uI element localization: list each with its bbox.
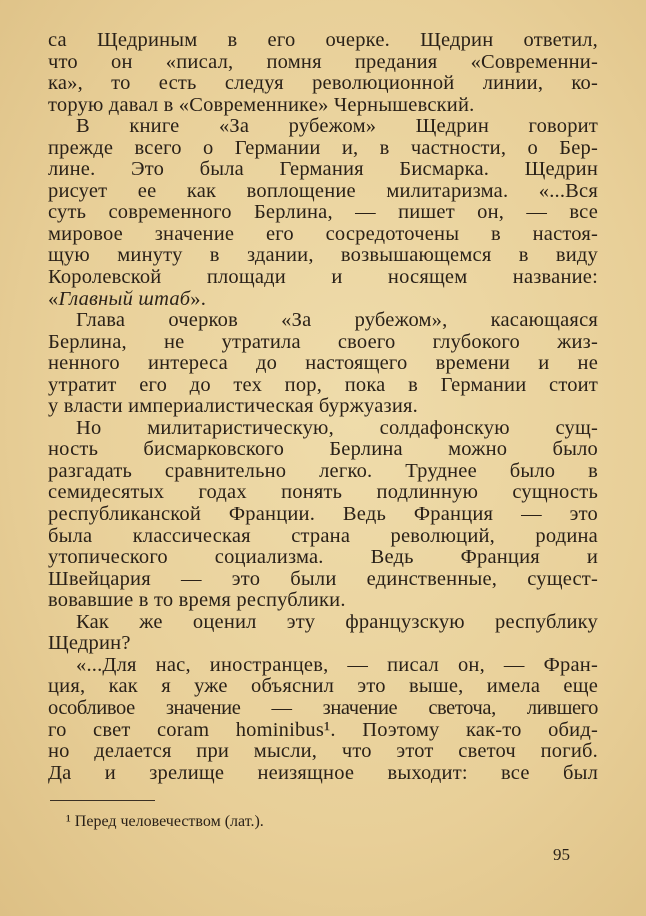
text-line: суть современного Берлина, — пишет он, — все [48,201,598,224]
text-line: Глава очерков «За рубежом», касающаяся [76,309,598,332]
text-line: ненного интереса до настоящего времени и не [48,352,598,375]
text-line: особливое значение — значение светоча, лившего [48,696,598,719]
text-line: прежде всего о Германии и, в частности, о Бер- [48,136,598,159]
text-line: щую минуту в здании, возвышающемся в виду [48,244,598,267]
text-line: утратит его до тех пор, пока в Германии стоит [48,373,598,396]
page-number: 95 [553,845,570,864]
text-line: но делается при мысли, что этот светоч погиб. [48,740,598,763]
footnote: ¹ Перед человечеством (лат.). [66,813,264,830]
text-line: Щедрин? [48,632,131,655]
text-line: «Главный штаб». [48,287,207,310]
text-line: Берлина, не утратила своего глубокого жиз- [48,330,598,353]
text-line: что он «писал, помня предания «Современни- [48,50,598,73]
text-line: была классическая страна революций, родина [48,524,598,547]
text-line: лине. Это была Германия Бисмарка. Щедрин [48,158,598,181]
text-line: са Щедриным в его очерке. Щедрин ответил, [48,29,598,51]
text-line: Швейцария — это были единственные, сущест- [48,567,598,590]
text-line: республиканской Франции. Ведь Франция — это [48,503,598,526]
footnote-divider [50,800,155,801]
text-line: Королевской площади и носящем название: [48,266,598,289]
text-line: ция, как я уже объяснил это выше, имела еще [48,675,598,698]
body-text [48,30,598,784]
text-line: у власти империалистическая буржуазия. [48,395,418,418]
text-line: Как же оценил эту французскую республику [76,610,598,633]
text-line: Да и зрелище неизящное выходит: все был [48,761,598,784]
text-line: мировое значение его сосредоточены в настоя- [48,222,598,245]
text-line: Но милитаристическую, солдафонскую сущ- [76,416,598,439]
text-line: торую давал в «Современнике» Чернышевский. [48,93,475,116]
text-line: вовавшие в то время республики. [48,589,346,612]
text-line: разгадать сравнительно легко. Труднее было в [48,459,598,482]
text-line: го свет coram hominibus¹. Поэтому как-то обид- [48,718,598,741]
text-line: ка», то есть следуя революционной линии, ко- [48,72,598,95]
text-line: В книге «За рубежом» Щедрин говорит [76,115,598,138]
text-line: ность бисмарковского Берлина можно было [48,438,598,461]
text-line: утопического социализма. Ведь Франция и [48,546,598,569]
text-line: «...Для нас, иностранцев, — писал он, — Фран- [76,653,598,676]
text-line: рисует ее как воплощение милитаризма. «...Вся [48,179,598,202]
text-line: семидесятых годах понять подлинную сущность [48,481,598,504]
